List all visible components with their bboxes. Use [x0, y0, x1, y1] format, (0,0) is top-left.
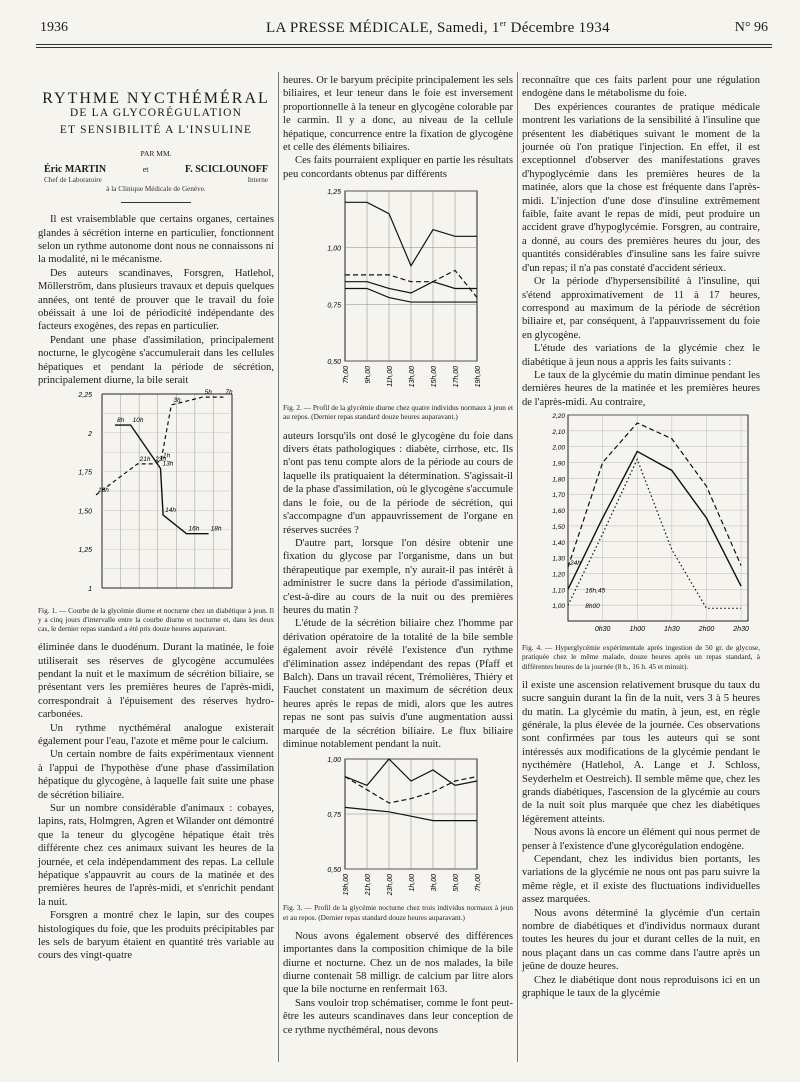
y-tick-label: 2,00 [552, 444, 565, 452]
series-line-diurne [115, 425, 209, 534]
y-tick-label: 1,20 [552, 571, 565, 579]
paragraph: Pendant une phase d'assimilation, principalement nocturne, le glycogène s'accumulerait dans les cellules hépatiques et pendant la période de sécrétion, principalement diurne, la bile serait [38, 334, 274, 387]
y-tick-label: 2 [88, 430, 92, 438]
paragraph: Cependant, chez les individus bien portants, les variations de la glycémie ne nous ont pas paru suivre la même règle, et il existe des fluctuations individuelles assez marquées. [522, 854, 760, 906]
x-tick-label: 15h,00 [431, 366, 438, 388]
series-label: 16h,45 [585, 587, 606, 595]
x-tick-label: 11h,00 [387, 366, 394, 388]
x-tick-label: 7h,00 [343, 366, 350, 384]
y-tick-label: 1,30 [552, 555, 565, 563]
paragraph: Il est vraisemblable que certains organes, certaines glandes à sécrétion interne en particulier, fonctionnent selon un rythme autonome dont nous ne connaissons ni la modalité, ni le mécanisme. [38, 214, 274, 266]
y-tick-label: 1,25 [78, 546, 92, 554]
paragraph: Des expériences courantes de pratique médicale montrent les variations de la sensibilité à l'insuline que présentent les diabétiques suivant le moment de la journée où l'on pratique l'injection. En effet, il est exceptionnel d'observer des manifestations graves d'hypoglycémie dans les premières heures de la matinée, alors que la chose est fréquente dans l'après-midi. L'injection d'une dose d'insuline extrêmement faible, faite avant le repas de midi, peut produire un accident grave d'hypoglycémie. Forsgren, au contraire, a donné, au cours des premières heures du jour, des quantités considérables d'insuline sans les faire suivre d'un repas; il n'a pas constaté d'accident sérieux. [522, 101, 760, 274]
paragraph: Des auteurs scandinaves, Forsgren, Hatlehol, Möllerström, dans plusieurs travaux et depuis quelques années, ont tenté de prouver que le travail du foie obéissait à une loi de périodicité indépendante des facteurs exogènes, des repas en particulier. [38, 267, 274, 333]
y-tick-label: 1,50 [552, 524, 565, 532]
author-2: F. SCICLOUNOFF [185, 163, 268, 175]
article-subtitle: ET SENSIBILITÉ A L'INSULINE [59, 124, 253, 137]
x-tick-label: 19h,00 [475, 366, 482, 388]
y-tick-label: 1,75 [78, 469, 92, 477]
point-label: 16h [188, 525, 200, 533]
article-title: RYTHME NYCTHÉMÉRAL [42, 90, 270, 107]
page-number: 1936 [40, 20, 68, 35]
point-label: 1h [163, 452, 171, 460]
x-tick-label: 1h,00 [409, 874, 416, 892]
column-3 [522, 74, 760, 1001]
y-tick-label: 1,10 [552, 587, 565, 595]
y-tick-label: 0,75 [327, 302, 341, 310]
paragraph: Chez le diabétique dont nous reproduisons ici en un graphique le taux de la glycémie [522, 974, 760, 1000]
paragraph: Sans vouloir trop schématiser, comme le font peut-être les auteurs scandinaves dans leur conception de ce rythme nycthéméral, nous devons [283, 997, 513, 1036]
header-rule [36, 44, 772, 48]
paragraph: Or la période d'hypersensibilité à l'insuline, qui s'étend approximativement de 11 à 17 heures, correspond au maximum de la période de sécrétion biliaire et, par conséquent, à l'appauvrissement du foie en glycogène. [522, 276, 760, 341]
paragraph: Sur un nombre considérable d'animaux : cobayes, lapins, rats, Holmgren, Agren et Wilander ont démontré que la teneur du glycogène hépatique était très différente chez ces animaux suivant les heures de la journée, et cela indépendamment des repas. La cellule hépatique s'appauvrit au cours de la matinée et des premières heures de l'après-midi, et s'enrichit pendant la nuit. [38, 802, 274, 908]
authors [38, 163, 274, 176]
y-tick-label: 1,40 [552, 539, 565, 547]
figure-2-chart [283, 181, 513, 401]
article-subtitle: DE LA GLYCORÉGULATION [69, 107, 243, 120]
paragraph: Nous avons également observé des différences importantes dans la composition chimique de la bile diurne et nocturne. Chez un de nos malades, la bile diurne contenait 58 milligr. de calcium par litre alors que la bile nocturne en renfermait 163. [283, 930, 513, 996]
byline-par: PAR MM. [140, 149, 172, 159]
y-tick-label: 1,25 [327, 189, 341, 197]
series-label: 8h00 [585, 603, 600, 611]
paragraph: Un rythme nycthéméral analogue existerait également pour l'eau, l'azote et même pour le calcium. [38, 722, 274, 747]
x-tick-label: 7h,00 [475, 874, 482, 892]
figure-4-caption: Fig. 4. — Hyperglycémie expérimentale après ingestion de 50 gr. de glycose, pratiquée chez le même malade, douze heures après un repas standard, à différentes heures de la journée (8 h., 16 h. 45 et minuit). [522, 643, 760, 671]
x-tick-label: 2h30 [733, 626, 749, 634]
point-label: 21h [139, 455, 151, 463]
y-tick-label: 1,80 [552, 476, 565, 484]
y-tick-label: 1,00 [552, 603, 565, 611]
column-2 [283, 74, 513, 1037]
series-label: 24h [570, 560, 581, 568]
figure-1-caption: Fig. 1. — Courbe de la glycémie diurne et nocturne chez un diabétique à jeun. Il y a cinq jours d'intervalle entre la courbe diurne et nocturne et, dans les deux cas, le dernier repas standard a été pris douze heures auparavant. [38, 605, 274, 633]
x-tick-label: 9h,00 [365, 366, 372, 384]
affiliation-2: Interne [247, 176, 268, 185]
figure-3-caption: Fig. 3. — Profil de la glycémie nocturne chez trois individus normaux à jeun et au repos. (Dernier repas standard douze heures auparavant.) [283, 903, 513, 922]
series-line-nocturne [96, 397, 223, 495]
page-header [36, 14, 772, 54]
y-tick-label: 0,75 [327, 812, 341, 820]
y-tick-label: 1,00 [327, 757, 341, 765]
paragraph: reconnaître que ces faits parlent pour une régulation endogène dans le métabolisme du foie. [522, 75, 760, 100]
x-tick-label: 5h,00 [453, 874, 460, 892]
point-label: 23h [155, 455, 167, 463]
point-label: 10h [132, 416, 144, 424]
y-tick-label: 1,70 [552, 492, 565, 500]
figure-1-chart [38, 388, 274, 604]
author-and: et [142, 164, 149, 174]
y-tick-label: 1 [88, 585, 92, 593]
column-divider [517, 72, 518, 1062]
series-line-24h [568, 423, 741, 567]
paragraph: L'étude de la sécrétion biliaire chez l'homme par dérivation opératoire de la totalité de la bile semble également avoir révélé l'existence d'un rythme d'élimination assez indépendant des repas (Pfaff et Balch). Dans un travail récent, Trémolières, Thiéry et Fauchet constatent un maximum de sécrétion deux heures après le repas de midi, alors que les autres repas ne sont pas suivis d'une augmentation aussi marquée de la sécrétion biliaire. Le flux biliaire diminue notablement pendant la nuit. [283, 618, 513, 750]
point-label: 18h [98, 486, 109, 494]
journal-title: LA PRESSE MÉDICALE, Samedi, 1er Décembre 1934 [266, 19, 610, 36]
y-tick-label: 1,00 [327, 245, 341, 253]
series-line-16h45 [568, 452, 741, 590]
y-tick-label: 0,50 [327, 359, 341, 367]
x-tick-label: 2h00 [698, 626, 715, 634]
point-label: 8h [117, 416, 125, 424]
x-tick-label: 21h,00 [365, 874, 372, 896]
x-tick-label: 17h,00 [453, 366, 460, 388]
column-divider [278, 72, 279, 1062]
y-tick-label: 0,50 [327, 867, 341, 875]
point-label: 5h [204, 388, 212, 396]
x-tick-label: 13h,00 [409, 366, 416, 388]
y-tick-label: 1,90 [552, 460, 565, 468]
paragraph: éliminée dans le duodénum. Durant la matinée, le foie utiliserait ses réserves de glycogène accumulées pendant la nuit et le maximum de sécrétion biliaire, se présentant vers les premières heures de l'après-midi, correspondrait à l'épuisement des réserves hydro-carbonées. [38, 642, 274, 721]
paragraph: Nous avons là encore un élément qui nous permet de penser à l'existence d'une glycorégulation endogène. [522, 827, 760, 852]
figure-2-caption: Fig. 2. — Profil de la glycémie diurne chez quatre individus normaux à jeun et au repos. (Dernier repas standard douze heures auparavant.) [283, 403, 513, 422]
x-tick-label: 1h00 [629, 626, 646, 634]
point-label: 3h [173, 396, 181, 404]
y-tick-label: 2,25 [78, 391, 92, 399]
point-label: 14h [165, 506, 176, 514]
x-tick-label: 3h,00 [431, 874, 438, 892]
x-tick-label: 0h30 [594, 626, 611, 634]
paragraph: Ces faits pourraient expliquer en partie les résultats peu concordants obtenus par différents [283, 155, 513, 180]
column-1 [38, 74, 274, 963]
author-1: Éric MARTIN [44, 163, 107, 175]
paragraph: Un certain nombre de faits expérimentaux viennent à l'appui de l'hypothèse d'une phase d'assimilation hépatique du glycogène, à laquelle fait suite une phase de sécrétion biliaire. [38, 749, 274, 801]
affiliation-institution: à la Clinique Médicale de Genève. [106, 185, 206, 194]
point-label: 7h [225, 388, 233, 396]
figure-4-chart [522, 409, 760, 641]
paragraph: auteurs lorsqu'ils ont dosé le glycogène du foie dans divers états pathologiques : diabète, cirrhose, etc. Ils n'ont pas tenu compte alors de la période au cours de laquelle ils pratiquaient la détermination. S'agissait-il de la phase d'assimilation, où le glycogène s'accumule dans le foie, ou de la période de sécrétion, qui s'accompagne d'un appauvrissement de l'organe en réserves sucrées ? [283, 430, 513, 536]
paragraph: il existe une ascension relativement brusque du taux du sucre sanguin durant la fin de la nuit, vers 3 à 5 heures du matin. La glycémie du matin, à jeun, est, en règle générale, la plus élevée de la journée. Ces observations sont confirmées par tous les auteurs qui se sont intéressés aux modifications de la glycémie pendant le nycthémère (Hatlehol, A. Lange et J. Schloss, Seyderhelm et Oestreich). Il semble même que, chez les grands diabétiques, l'ascension de la glycémie au cours de la nuit soit plus marquée que chez les diabétiques légèrement atteints. [522, 679, 760, 825]
title-separator [121, 202, 191, 203]
y-tick-label: 2,20 [552, 413, 565, 421]
paragraph: D'autre part, lorsque l'on désire obtenir une fixation du glycose par l'organisme, dans un but thérapeutique par exemple, n'y aurait-il pas intérêt à administrer le sucre dans la période d'assimilation, c'est-à-dire au cours de la nuit ou des premières heures du matin ? [283, 537, 513, 616]
x-tick-label: 19h,00 [343, 874, 350, 896]
x-tick-label: 1h30 [664, 626, 680, 634]
paragraph: L'étude des variations de la glycémie chez le diabétique à jeun nous a appris les faits suivants : [522, 343, 760, 368]
issue-number: N° 96 [734, 20, 768, 35]
figure-3-chart [283, 751, 513, 901]
point-label: 18h [210, 525, 222, 533]
paragraph: Nous avons déterminé la glycémie d'un certain nombre de diabétiques et d'individus normaux durant toutes les heures du jour et durant celles de la nuit, en nous plaçant dans un cas comme dans l'autre après un jeûne de douze heures. [522, 907, 760, 973]
y-tick-label: 2,10 [552, 429, 565, 437]
y-tick-label: 1,50 [78, 507, 92, 515]
paragraph: Forsgren a montré chez le lapin, sur des coupes histologiques du foie, que les produits précipitables par les sels de baryum étaient en quantité très variable au cours des vingt-quatre [38, 910, 274, 962]
paragraph: Le taux de la glycémie du matin diminue pendant les dernières heures de la matinée et les premières heures de l'après-midi. Au contraire, [522, 369, 760, 408]
point-label: 13h [162, 459, 174, 467]
affiliations [38, 176, 274, 185]
y-tick-label: 1,60 [552, 508, 565, 516]
affiliation-1: Chef de Laboratoire [44, 176, 102, 185]
paragraph: heures. Or le baryum précipite principalement les sels biliaires, et leur teneur dans le foie est inversement proportionnelle à la teneur en glycogène colorable par le carmin. Il y a donc, au niveau de la cellule hépatique, concurrence entre la fixation de glycogène et celle des éléments biliaires. [283, 75, 513, 154]
x-tick-label: 23h,00 [387, 874, 394, 896]
